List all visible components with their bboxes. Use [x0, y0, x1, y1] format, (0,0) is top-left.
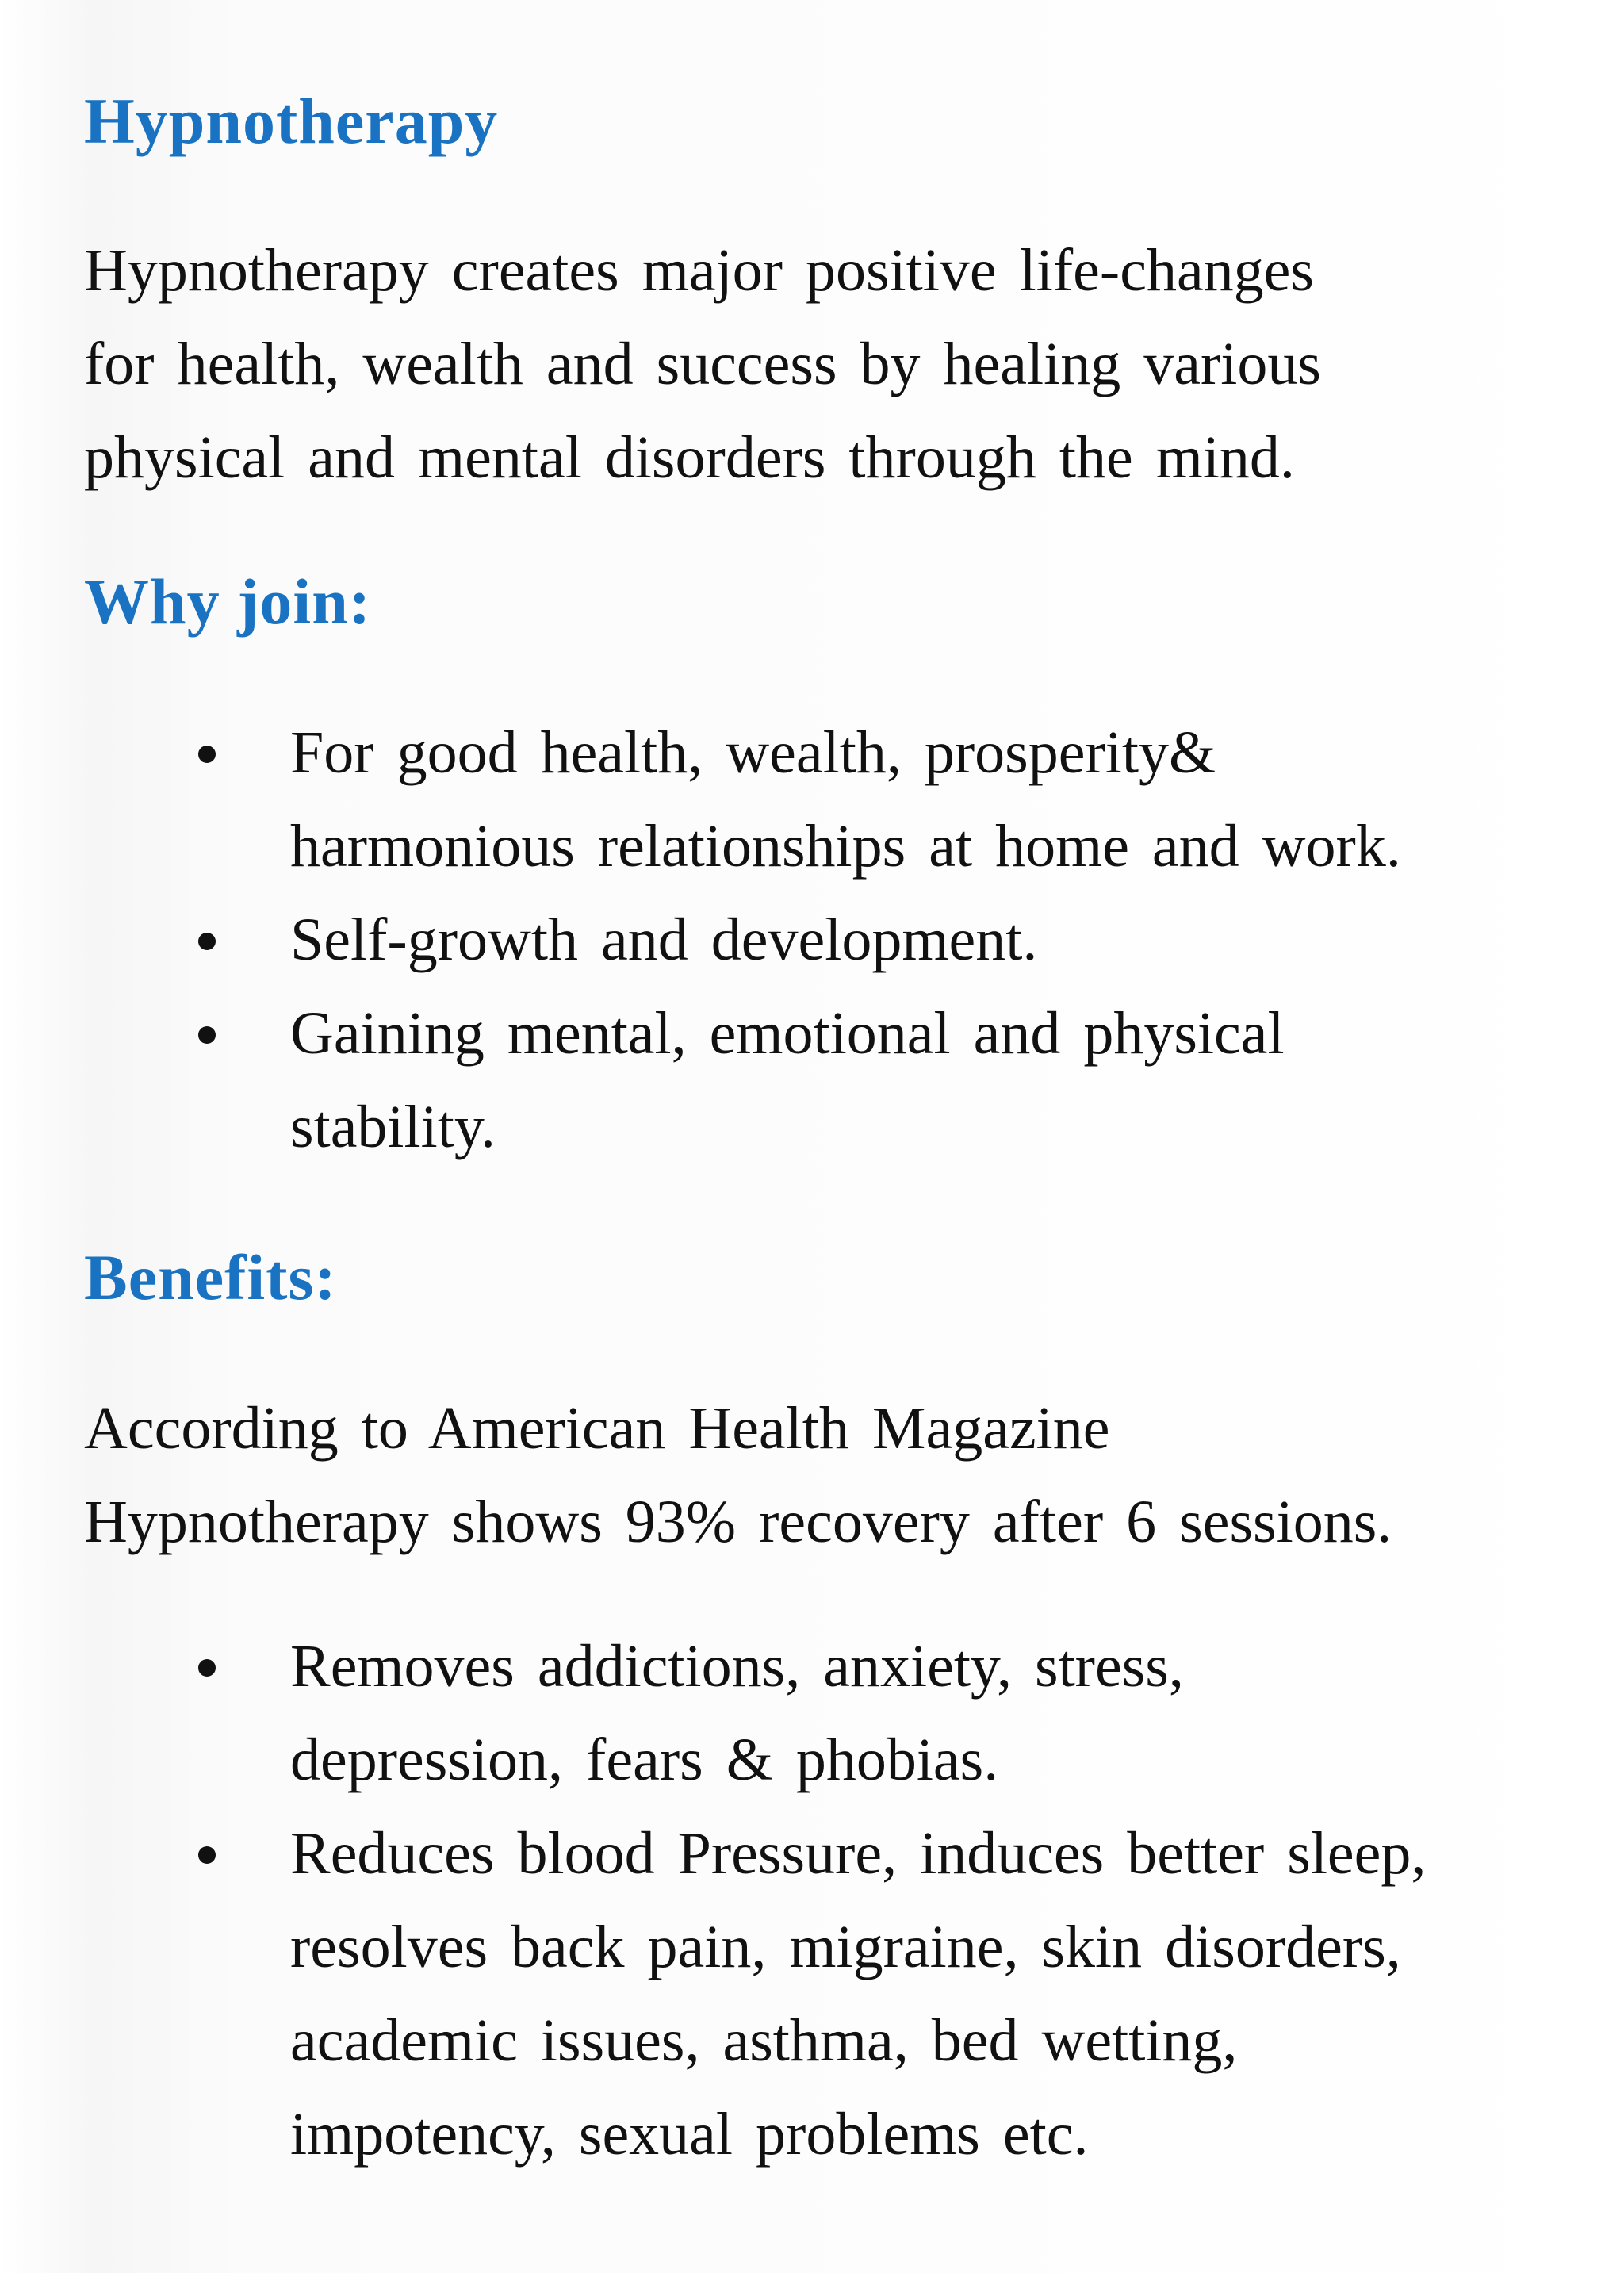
- benefits-intro-line: Hypnotherapy shows 93% recovery after 6 sessions.: [84, 1489, 1392, 1555]
- bullet-icon: [198, 746, 216, 763]
- list-item-line: stability.: [290, 1094, 496, 1160]
- intro-paragraph: [84, 224, 1321, 504]
- list-item-line: depression, fears & phobias.: [290, 1727, 999, 1793]
- list-item: [0, 987, 1401, 1174]
- list-item-line: Removes addictions, anxiety, stress,: [290, 1633, 1184, 1700]
- intro-line: physical and mental disorders through the mind.: [84, 424, 1295, 491]
- benefits-intro-paragraph: [84, 1382, 1392, 1569]
- list-item: [0, 1619, 1426, 1807]
- list-item-line: Gaining mental, emotional and physical: [290, 1000, 1285, 1067]
- list-item-line: Reduces blood Pressure, induces better sleep,: [290, 1820, 1427, 1887]
- bullet-icon: [198, 1846, 216, 1864]
- list-item: [0, 893, 1401, 987]
- bullet-icon: [198, 1026, 216, 1044]
- list-item-line: resolves back pain, migraine, skin disorders,: [290, 1914, 1401, 1980]
- list-item-line: impotency, sexual problems etc.: [290, 2101, 1089, 2168]
- benefits-list: [0, 1619, 1426, 2181]
- intro-line: Hypnotherapy creates major positive life-changes: [84, 237, 1314, 304]
- list-item: [0, 1807, 1426, 2181]
- why-join-list: [0, 706, 1401, 1174]
- list-item-line: For good health, wealth, prosperity&: [290, 719, 1216, 786]
- list-item-line: harmonious relationships at home and work.: [290, 813, 1401, 880]
- bullet-icon: [198, 933, 216, 950]
- list-item-line: academic issues, asthma, bed wetting,: [290, 2007, 1238, 2074]
- page-title: Hypnotherapy: [84, 85, 499, 157]
- list-item-line: Self-growth and development.: [290, 907, 1038, 973]
- benefits-heading: Benefits:: [84, 1241, 337, 1313]
- benefits-intro-line: According to American Health Magazine: [84, 1395, 1110, 1462]
- why-join-heading: Why join:: [84, 565, 372, 638]
- bullet-icon: [198, 1659, 216, 1677]
- intro-line: for health, wealth and success by healing various: [84, 331, 1321, 397]
- list-item: [0, 706, 1401, 893]
